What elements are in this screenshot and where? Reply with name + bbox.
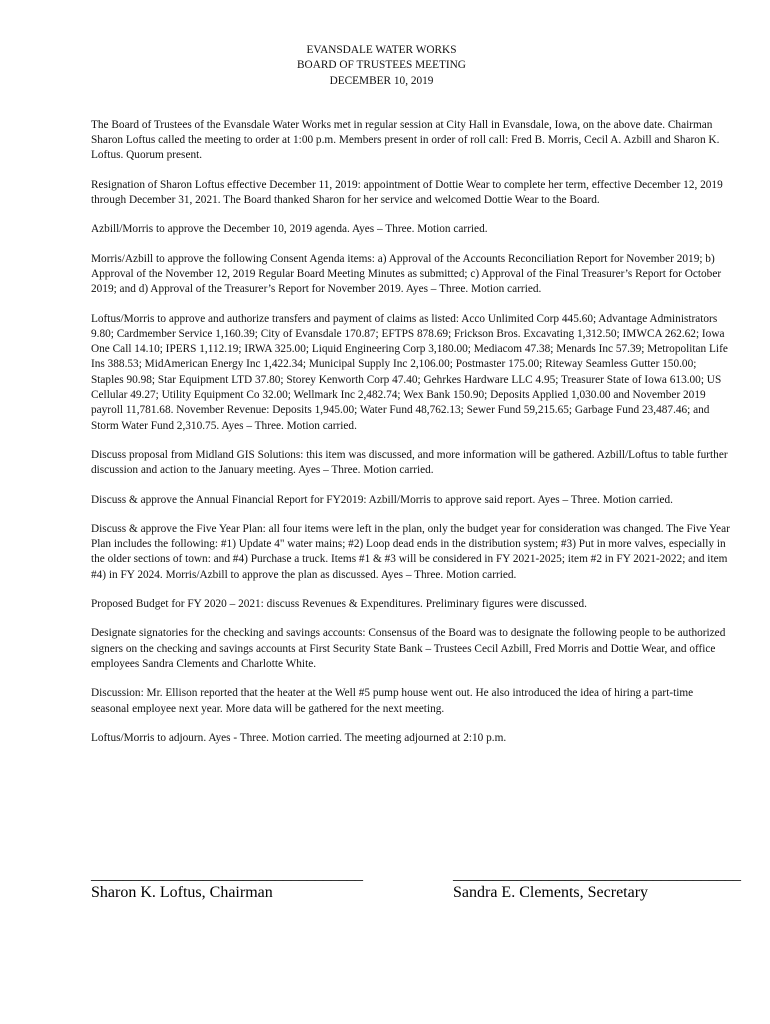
paragraph-proposed-budget: Proposed Budget for FY 2020 – 2021: discuss Revenues & Expenditures. Preliminary figures were discussed. [91, 598, 587, 611]
organization-name: EVANSDALE WATER WORKS [306, 44, 457, 56]
paragraph-call-to-order: The Board of Trustees of the Evansdale Water Works met in regular session at City Hall in Evansdale, Iowa, on the above date. Chairman Sharon Loftus called the meeting to order at 1:00 p.m. Members present in order of roll call: Fred B. Morris, Cecil A. Azbill and Sharon K. Loftus. Quorum present. [91, 118, 720, 162]
signer-name: Sharon K. Loftus, Chairman [91, 884, 273, 901]
paragraph-signatories: Designate signatories for the checking and savings accounts: Consensus of the Board was to designate the following people to be authorized signers on the checking and savings accounts at First Security State Bank – Trustees Cecil Azbill, Fred Morris and Dottie Wear, and office employees Sandra Clements and Charlotte White. [91, 627, 726, 670]
chairman-signature [91, 866, 363, 902]
paragraph-consent-agenda: Morris/Azbill to approve the following Consent Agenda items: a) Approval of the Accounts Reconciliation Report for November 2019; b) Approval of the November 12, 2019 Regular Board Meeting Minutes as submitted; c) Approval of the Final Treasurer’s Report for October 2019; and d) Approval of the Treasurer’s Report for November 2019. Ayes – Three. Motion carried. [91, 252, 722, 296]
signer-name: Sandra E. Clements, Secretary [453, 884, 649, 901]
secretary-signature [453, 866, 741, 902]
meeting-date: DECEMBER 10, 2019 [329, 74, 434, 87]
paragraph-discussion: Discussion: Mr. Ellison reported that the heater at the Well #5 pump house went out. He also introduced the idea of hiring a part-time seasonal employee next year. More data will be gathered for the next meeting. [91, 687, 694, 715]
paragraph-adjourn: Loftus/Morris to adjourn. Ayes - Three. Motion carried. The meeting adjourned at 2:10 p.m. [91, 731, 507, 744]
document-heading [91, 43, 730, 89]
signature-line: ____________________________________ [453, 866, 741, 883]
paragraph-claims: Loftus/Morris to approve and authorize transfers and payment of claims as listed: Acco Unlimited Corp 445.60; Advantage Administrators 9.80; Cardmember Service 1,160.39; City of Evansdale 170.87; EFTPS 878.69; Frickson Bros. Excavating 1,312.50; IMWCA 262.62; Iowa One Call 14.10; IPERS 1,112.19; IRWA 325.00; Liquid Engineering Corp 3,180.00; Mediacom 47.38; Menards Inc 57.39; Metropolitan Life Ins 388.53; MidAmerican Energy Inc 1,422.34; Municipal Supply Inc 2,106.00; Postmaster 175.00; Riteway Seamless Gutter 150.00; Staples 90.98; Star Equipment LTD 37.80; Storey Kenworth Corp 47.40; Gehrkes Hardware LLC 4.95; Treasurer State of Iowa 613.00; US Cellular 49.27; Utility Equipment Co 32.00; Wellmark Inc 2,482.74; Wex Bank 150.90; Deposits Applied 1,030.00 and November 2019 payroll 11,781.68. November Revenue: Deposits 1,945.00; Water Fund 48,762.13; Sewer Fund 59,215.65; Garbage Fund 23,487.46; and Storm Water Fund 2,310.75. Ayes – Three. Motion carried. [91, 312, 728, 432]
paragraph-five-year-plan: Discuss & approve the Five Year Plan: all four items were left in the plan, only the budget year for consideration was changed. The Five Year Plan includes the following: #1) Update 4" water mains; #2) Loop dead ends in the distribution system; #3) Put in more valves, especially in the older sections of town: and #4) Purchase a truck. Items #1 & #3 will be considered in FY 2021-2025; item #2 in FY 2021-2022; and item #4) in FY 2024. Morris/Azbill to approve the plan as discussed. Ayes – Three. Motion carried. [91, 522, 730, 581]
meeting-type: BOARD OF TRUSTEES MEETING [297, 59, 466, 72]
paragraph-agenda: Azbill/Morris to approve the December 10, 2019 agenda. Ayes – Three. Motion carried. [91, 223, 488, 236]
signature-line: __________________________________ [91, 866, 363, 883]
paragraph-annual-report: Discuss & approve the Annual Financial Report for FY2019: Azbill/Morris to approve said report. Ayes – Three. Motion carried. [91, 493, 673, 506]
paragraph-midland-gis: Discuss proposal from Midland GIS Solutions: this item was discussed, and more information will be gathered. Azbill/Loftus to table further discussion and action to the January meeting. Ayes – Three. Motion carried. [91, 448, 728, 477]
paragraph-resignation: Resignation of Sharon Loftus effective December 11, 2019: appointment of Dottie Wear to complete her term, effective December 12, 2019 through December 31, 2021. The Board thanked Sharon for her service and welcomed Dottie Wear to the Board. [91, 178, 723, 207]
